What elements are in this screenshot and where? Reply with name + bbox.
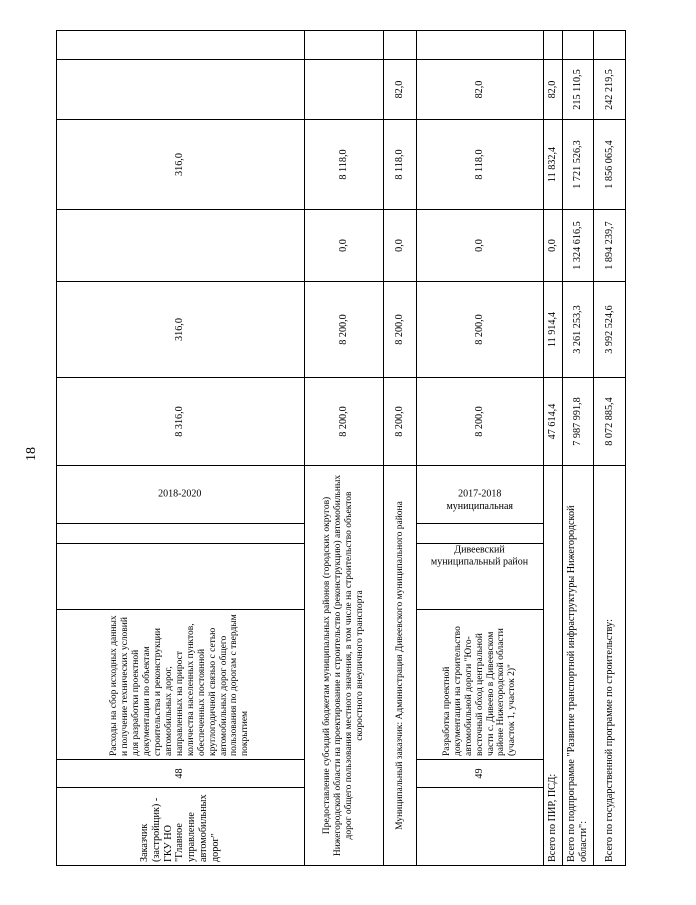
year-2021-cell: 242 219,5 (594, 60, 626, 120)
subsidy-header: Предоставление субсидий бюджетам муниципальных районов (городских округов) Нижегородской области на проектирование и строительство (реконструкцию) автомобильных дорог общего пользования местного значения, в том числе на строительство объектов скоростного внеуличного транспорта (304, 466, 383, 866)
extra-cell (543, 31, 562, 60)
year-2019-cell: 0,0 (417, 210, 543, 282)
district-cell: Дивеевский муниципальный район (417, 544, 543, 610)
year-2018-cell: 3 261 253,3 (562, 282, 594, 378)
extra-cell (562, 31, 594, 60)
extra-cell (594, 31, 626, 60)
table-row (543, 31, 562, 866)
program-table (56, 30, 626, 866)
period-cell: 2017-2018 (417, 466, 543, 524)
year-2018-cell: 3 992 524,6 (594, 282, 626, 378)
customer-cell: Заказчик (застройщик) - ГКУ НО "Главное управление автомобильных дорог" (57, 788, 305, 866)
extra-cell (304, 31, 383, 60)
totals-label: Всего по подпрограмме "Развитие транспортной инфраструктуры Нижегородской области": (562, 466, 594, 866)
total-cell: 47 614,4 (543, 378, 562, 466)
year-2019-cell: 0,0 (543, 210, 562, 282)
year-2021-cell: 215 110,5 (562, 60, 594, 120)
year-2020-cell: 316,0 (57, 120, 305, 210)
year-2018-cell: 11 914,4 (543, 282, 562, 378)
rotated-document (56, 0, 696, 866)
description-cell: Разработка проектной документации на строительство автомобильной дороги "Юго-восточный обход центральной части с. Дивеево в Дивеевском районе Нижегородской области (участок 1, участок 2)" (417, 610, 543, 760)
year-2019-cell: 1 894 239,7 (594, 210, 626, 282)
year-2020-cell: 11 832,4 (543, 120, 562, 210)
year-2018-cell: 8 200,0 (383, 282, 417, 378)
year-2018-cell: 316,0 (57, 282, 305, 378)
row-number: 49 (417, 760, 543, 788)
year-2020-cell: 8 118,0 (304, 120, 383, 210)
year-2020-cell: 1 856 065,4 (594, 120, 626, 210)
total-cell: 8 072 885,4 (594, 378, 626, 466)
year-2018-cell: 8 200,0 (304, 282, 383, 378)
total-cell: 8 316,0 (57, 378, 305, 466)
year-2019-cell (57, 210, 305, 282)
table-row (594, 31, 626, 866)
table-row (57, 31, 305, 866)
year-2020-cell: 1 721 526,3 (562, 120, 594, 210)
year-2019-cell: 0,0 (304, 210, 383, 282)
ownership-cell: муниципальная (417, 524, 543, 544)
year-2021-cell: 82,0 (543, 60, 562, 120)
row-number: 48 (57, 760, 305, 788)
page-number: 18 (24, 447, 39, 461)
customer-cell (417, 788, 543, 866)
table-row (304, 31, 383, 866)
total-cell: 8 200,0 (383, 378, 417, 466)
ownership-cell (57, 524, 305, 544)
extra-cell (57, 31, 305, 60)
totals-label: Всего по государственной программе по строительству: (594, 466, 626, 866)
year-2021-cell: 82,0 (383, 60, 417, 120)
description-cell: Расходы на сбор исходных данных и получение технических условий для разработки проектной документации по объектам строительства и реконструкции автомобильных дорог, направленных на прирост количества населенных пунктов, обеспеченных постоянной круглогодичной связью с сетью автомобильных дорог общего пользования по дорогам с твердым покрытием (57, 610, 305, 760)
year-2019-cell: 1 324 616,5 (562, 210, 594, 282)
year-2020-cell: 8 118,0 (417, 120, 543, 210)
total-cell: 7 987 991,8 (562, 378, 594, 466)
year-2020-cell: 8 118,0 (383, 120, 417, 210)
period-cell: 2018-2020 (57, 466, 305, 524)
year-2021-cell (304, 60, 383, 120)
table-row (383, 31, 417, 866)
district-cell (57, 544, 305, 610)
extra-cell (417, 31, 543, 60)
year-2021-cell (57, 60, 305, 120)
total-cell: 8 200,0 (417, 378, 543, 466)
table-row (417, 31, 543, 866)
year-2018-cell: 8 200,0 (417, 282, 543, 378)
municipal-header: Муниципальный заказчик: Администрация Дивеевского муниципального района (383, 466, 417, 866)
extra-cell (383, 31, 417, 60)
table-row (562, 31, 594, 866)
year-2021-cell: 82,0 (417, 60, 543, 120)
totals-label: Всего по ПИР, ПСД: (543, 466, 562, 866)
year-2019-cell: 0,0 (383, 210, 417, 282)
total-cell: 8 200,0 (304, 378, 383, 466)
